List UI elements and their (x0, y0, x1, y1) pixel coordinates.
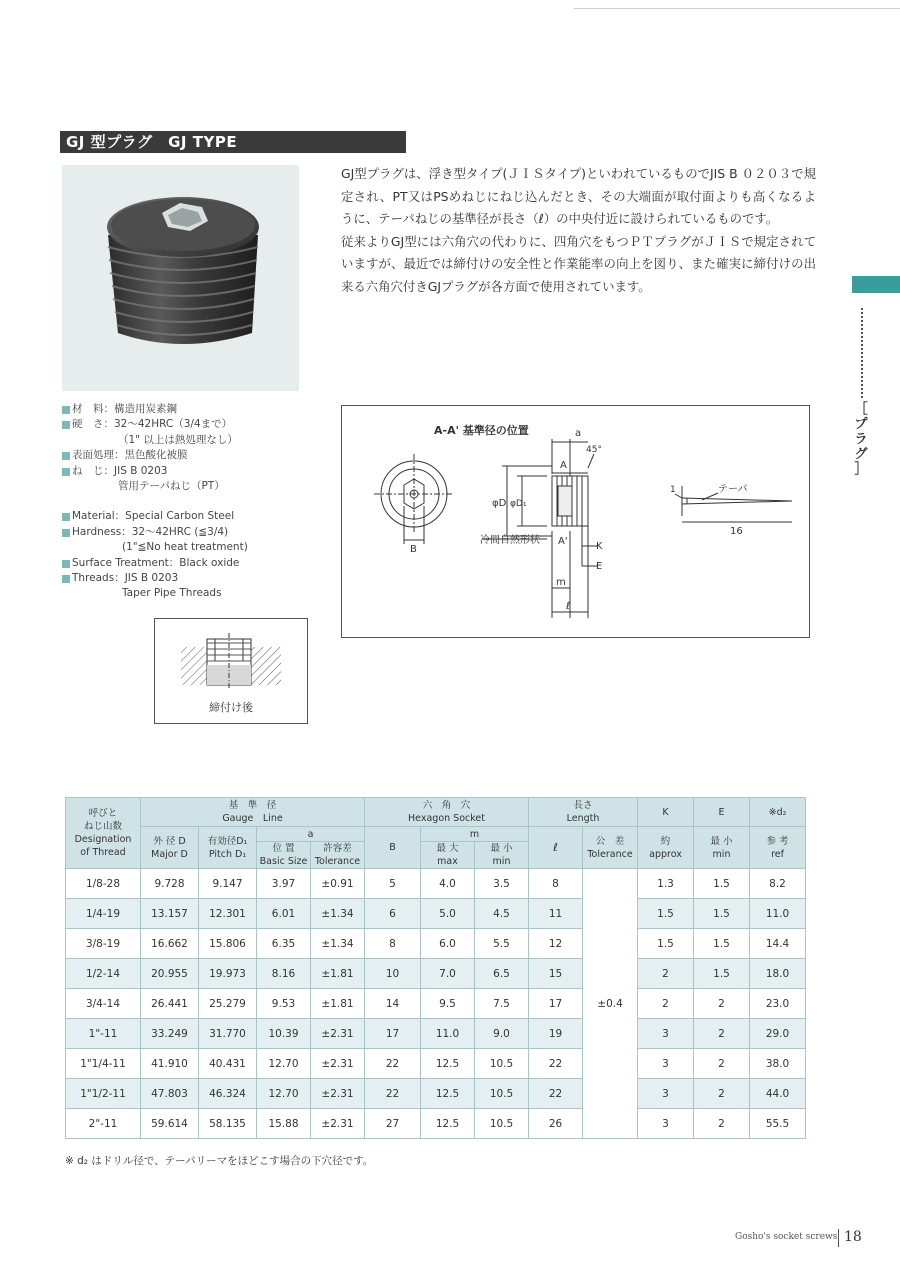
table-cell: 19.973 (199, 959, 257, 989)
header-l: ℓ (529, 827, 583, 869)
table-cell: 1"1/4-11 (66, 1049, 141, 1079)
table-cell: 17 (529, 989, 583, 1019)
table-cell: ±2.31 (311, 1109, 365, 1139)
spec-value: Black oxide (179, 556, 240, 569)
header-m: m (421, 827, 529, 842)
table-cell: 17 (365, 1019, 421, 1049)
header-gauge-line: 基 準 径 Gauge Line (141, 798, 365, 827)
footnote: ※ d₂ はドリル径で、テーパリーマをほどこす場合の下穴径です。 (65, 1155, 374, 1167)
table-cell: 29.0 (750, 1019, 806, 1049)
top-rule (574, 8, 900, 9)
product-photo (62, 165, 299, 391)
table-cell: 3/4-14 (66, 989, 141, 1019)
table-cell: 10 (365, 959, 421, 989)
spec-value: 32～42HRC（3/4まで） (114, 418, 233, 431)
table-cell: 4.0 (421, 869, 475, 899)
table-cell: 6 (365, 899, 421, 929)
side-dotted-line (861, 308, 863, 398)
side-tab-marker (852, 276, 900, 293)
table-cell: 2 (694, 1079, 750, 1109)
table-cell: 2 (694, 1019, 750, 1049)
taper-label: テーパ (718, 484, 748, 495)
spec-label: ね じ： (72, 464, 114, 477)
table-cell: 46.324 (199, 1079, 257, 1109)
table-cell: 12.5 (421, 1049, 475, 1079)
description-paragraph: 従来よりGJ型には六角穴の代わりに、四角穴をもつＰＴプラグがＪＩＳで規定されていますが、最近では締付けの安全性と作業能率の向上を図り、また確実に締付けの出来る六角穴付きGJプラグが各方面で使用されています。 (341, 233, 816, 294)
specifications (62, 402, 332, 602)
table-cell: 27 (365, 1109, 421, 1139)
header-hexagon-socket: 六 角 穴 Hexagon Socket (365, 798, 529, 827)
table-cell: ±0.91 (311, 869, 365, 899)
table-cell: 4.5 (475, 899, 529, 929)
spec-label: Material： (72, 510, 126, 523)
table-cell: 33.249 (141, 1019, 199, 1049)
spec-row-thread-en-cont: Taper Pipe Threads (122, 587, 222, 600)
header-pitch-d1: 有効径D₁ Pitch D₁ (199, 827, 257, 869)
header-e: E (694, 798, 750, 827)
spec-value: 32～42HRC (≦3/4) (131, 525, 229, 538)
table-cell: 8.16 (257, 959, 311, 989)
header-d2: ※d₂ (750, 798, 806, 827)
header-major-d: 外 径 D Major D (141, 827, 199, 869)
table-cell: 14 (365, 989, 421, 1019)
spec-label: 硬 さ： (72, 418, 114, 431)
table-cell: 6.0 (421, 929, 475, 959)
table-cell: 2"-11 (66, 1109, 141, 1139)
taper-run-label: 16 (730, 526, 743, 537)
table-cell: 5.5 (475, 929, 529, 959)
table-cell: 16.662 (141, 929, 199, 959)
table-cell: 8 (529, 869, 583, 899)
table-cell: 59.614 (141, 1109, 199, 1139)
table-cell: 19 (529, 1019, 583, 1049)
table-cell: 55.5 (750, 1109, 806, 1139)
table-cell: 14.4 (750, 929, 806, 959)
table-cell: 18.0 (750, 959, 806, 989)
table-cell: ±1.81 (311, 959, 365, 989)
table-cell: 2 (694, 1049, 750, 1079)
table-cell: 15 (529, 959, 583, 989)
header-k: K (638, 798, 694, 827)
table-cell: 2 (694, 989, 750, 1019)
bullet-square-icon (62, 406, 70, 414)
drawing-canvas (342, 406, 809, 637)
table-cell: 22 (529, 1049, 583, 1079)
table-cell: 15.88 (257, 1109, 311, 1139)
spec-row-thread-jp (62, 464, 332, 479)
table-cell: 38.0 (750, 1049, 806, 1079)
table-cell: 1"-11 (66, 1019, 141, 1049)
table-cell: ±1.81 (311, 989, 365, 1019)
description-paragraph: GJ型プラグは、浮き型タイプ(ＪＩＳタイプ)といわれているものでJIS B ０２０３で規定され、PT又はPSめねじにねじ込んだとき、その大端面が取付面よりも高くなるように、テーパねじの基準径が長さ（ℓ）の中央付近に設けられているものです。 (341, 166, 816, 226)
table-cell: 3 (638, 1019, 694, 1049)
bullet-square-icon (62, 468, 70, 476)
table-row (66, 1049, 806, 1079)
header-basic-size: 位 置 Basic Size (257, 842, 311, 869)
dim-phi-d-label: φD (492, 498, 507, 509)
table-cell: 15.806 (199, 929, 257, 959)
table-cell: 3 (638, 1049, 694, 1079)
dimension-table-grid (65, 797, 806, 1139)
spec-row-hardness-jp-cont: （1" 以上は熱処理なし） (118, 433, 238, 446)
table-cell: 12 (529, 929, 583, 959)
table-cell: 9.728 (141, 869, 199, 899)
angle-label: 45° (586, 445, 602, 455)
cold-formed-label: 冷間自然形状 (480, 535, 540, 546)
table-cell: 31.770 (199, 1019, 257, 1049)
spec-label: 材 料： (72, 403, 114, 415)
table-cell: 5 (365, 869, 421, 899)
table-cell: ±2.31 (311, 1049, 365, 1079)
dim-phi-d1-label: φD₁ (510, 499, 527, 509)
bullet-square-icon (62, 575, 70, 583)
spec-label: Hardness： (72, 525, 132, 538)
spec-value: 構造用炭素鋼 (114, 403, 177, 415)
taper-rise-label: 1 (670, 485, 676, 495)
table-row (66, 1019, 806, 1049)
table-cell: 2 (638, 989, 694, 1019)
table-cell: 6.35 (257, 929, 311, 959)
table-row (66, 1079, 806, 1109)
table-cell: 3.5 (475, 869, 529, 899)
table-row (66, 899, 806, 929)
dim-e-label: E (596, 561, 603, 572)
table-row (66, 959, 806, 989)
table-cell: 1.5 (694, 929, 750, 959)
table-body (66, 869, 806, 1139)
dim-a-label: a (575, 428, 582, 439)
table-cell: 7.5 (475, 989, 529, 1019)
table-cell: 1.5 (638, 929, 694, 959)
table-cell: ±2.31 (311, 1019, 365, 1049)
header-a: a (257, 827, 365, 842)
table-cell: 12.70 (257, 1049, 311, 1079)
table-cell: 23.0 (750, 989, 806, 1019)
dim-l-label: ℓ (566, 601, 571, 612)
header-d2-ref: 参 考 ref (750, 827, 806, 869)
table-cell: 1.5 (694, 869, 750, 899)
section-a-label: A (560, 460, 567, 471)
table-cell: 10.5 (475, 1109, 529, 1139)
table-cell: 7.0 (421, 959, 475, 989)
section-a-prime-label: A' (558, 536, 568, 547)
spec-value: JIS B 0203 (124, 572, 179, 585)
bullet-square-icon (62, 513, 70, 521)
header-l-tolerance: 公 差 Tolerance (583, 827, 638, 869)
table-cell: 25.279 (199, 989, 257, 1019)
dim-m-label: m (556, 577, 566, 588)
spec-row-surface-jp (62, 448, 332, 463)
length-tolerance-cell: ±0.4 (583, 869, 638, 1139)
spec-row-surface-en (62, 556, 332, 571)
table-cell: 2 (694, 1109, 750, 1139)
header-length: 長さ Length (529, 798, 638, 827)
table-cell: 9.53 (257, 989, 311, 1019)
dim-b-label: B (410, 544, 417, 555)
table-cell: 41.910 (141, 1049, 199, 1079)
table-cell: 9.5 (421, 989, 475, 1019)
table-cell: 1/4-19 (66, 899, 141, 929)
table-row (66, 929, 806, 959)
table-cell: 11.0 (421, 1019, 475, 1049)
table-cell: ±1.34 (311, 929, 365, 959)
dimension-table (65, 797, 805, 1139)
footer-divider (838, 1229, 839, 1247)
bullet-square-icon (62, 421, 70, 429)
table-cell: 3/8-19 (66, 929, 141, 959)
header-b: B (365, 827, 421, 869)
table-cell: 47.803 (141, 1079, 199, 1109)
table-cell: 58.135 (199, 1109, 257, 1139)
table-cell: 1.5 (694, 899, 750, 929)
table-cell: 1/8-28 (66, 869, 141, 899)
dim-k-label: K (596, 541, 603, 552)
header-k-approx: 約 approx (638, 827, 694, 869)
header-tolerance: 許容差 Tolerance (311, 842, 365, 869)
table-cell: 12.5 (421, 1109, 475, 1139)
header-max: 最 大 max (421, 842, 475, 869)
technical-drawing (341, 405, 810, 638)
table-cell: ±2.31 (311, 1079, 365, 1109)
spec-row-hardness-en-cont: (1"≦No heat treatment) (122, 541, 248, 554)
spec-value: 黒色酸化被膜 (124, 449, 188, 462)
table-cell: 9.0 (475, 1019, 529, 1049)
table-cell: 11 (529, 899, 583, 929)
table-cell: 22 (365, 1079, 421, 1109)
table-cell: 40.431 (199, 1049, 257, 1079)
table-cell: 22 (529, 1079, 583, 1109)
spec-row-material-en (62, 509, 332, 524)
spec-row-hardness-en (62, 525, 332, 540)
table-cell: 5.0 (421, 899, 475, 929)
table-cell: 9.147 (199, 869, 257, 899)
description (341, 163, 816, 298)
side-label-text: ［ プ ラ グ ］ (854, 402, 868, 477)
spec-row-thread-en (62, 571, 332, 586)
table-cell: 26.441 (141, 989, 199, 1019)
table-cell: 20.955 (141, 959, 199, 989)
table-cell: 2 (638, 959, 694, 989)
table-row (66, 1109, 806, 1139)
table-cell: 44.0 (750, 1079, 806, 1109)
header-e-min: 最 小 min (694, 827, 750, 869)
table-cell: 6.5 (475, 959, 529, 989)
bullet-square-icon (62, 452, 70, 460)
plug-image (62, 165, 299, 391)
spec-row-material-jp (62, 402, 332, 417)
spec-label: Threads： (72, 572, 125, 585)
header-designation: 呼びと ねじ山数 Designation of Thread (66, 798, 141, 869)
table-cell: 26 (529, 1109, 583, 1139)
spec-row-thread-jp-cont: 管用テーパねじ（PT） (118, 480, 225, 493)
table-cell: 1"1/2-11 (66, 1079, 141, 1109)
table-cell: 12.5 (421, 1079, 475, 1109)
page-number: 18 (844, 1229, 862, 1245)
table-cell: ±1.34 (311, 899, 365, 929)
table-cell: 3 (638, 1109, 694, 1139)
spec-row-hardness-jp (62, 417, 332, 432)
table-cell: 10.5 (475, 1079, 529, 1109)
spec-label: 表面処理： (72, 449, 125, 462)
spec-value: Special Carbon Steel (125, 510, 235, 523)
table-cell: 22 (365, 1049, 421, 1079)
table-cell: 3.97 (257, 869, 311, 899)
table-cell: 8.2 (750, 869, 806, 899)
table-cell: 3 (638, 1079, 694, 1109)
spec-label: Surface Treatment： (72, 556, 180, 569)
table-cell: 1.5 (638, 899, 694, 929)
table-cell: 1.3 (638, 869, 694, 899)
section-aa-title: A-A' 基準径の位置 (434, 424, 529, 437)
table-cell: 1.5 (694, 959, 750, 989)
bullet-square-icon (62, 560, 70, 568)
table-cell: 10.39 (257, 1019, 311, 1049)
table-cell: 11.0 (750, 899, 806, 929)
table-cell: 6.01 (257, 899, 311, 929)
header-min: 最 小 min (475, 842, 529, 869)
footer-brand: Gosho's socket screws (735, 1232, 838, 1242)
side-category-label (851, 402, 871, 477)
table-cell: 12.301 (199, 899, 257, 929)
table-cell: 8 (365, 929, 421, 959)
table-row (66, 869, 806, 899)
spec-value: JIS B 0203 (114, 464, 168, 477)
bullet-square-icon (62, 529, 70, 537)
table-cell: 13.157 (141, 899, 199, 929)
after-tighten-label: 締付け後 (209, 701, 253, 714)
table-cell: 10.5 (475, 1049, 529, 1079)
table-row (66, 989, 806, 1019)
table-cell: 1/2-14 (66, 959, 141, 989)
section-title: GJ 型プラグ GJ TYPE (60, 131, 406, 153)
installed-view (154, 618, 308, 724)
table-cell: 12.70 (257, 1079, 311, 1109)
